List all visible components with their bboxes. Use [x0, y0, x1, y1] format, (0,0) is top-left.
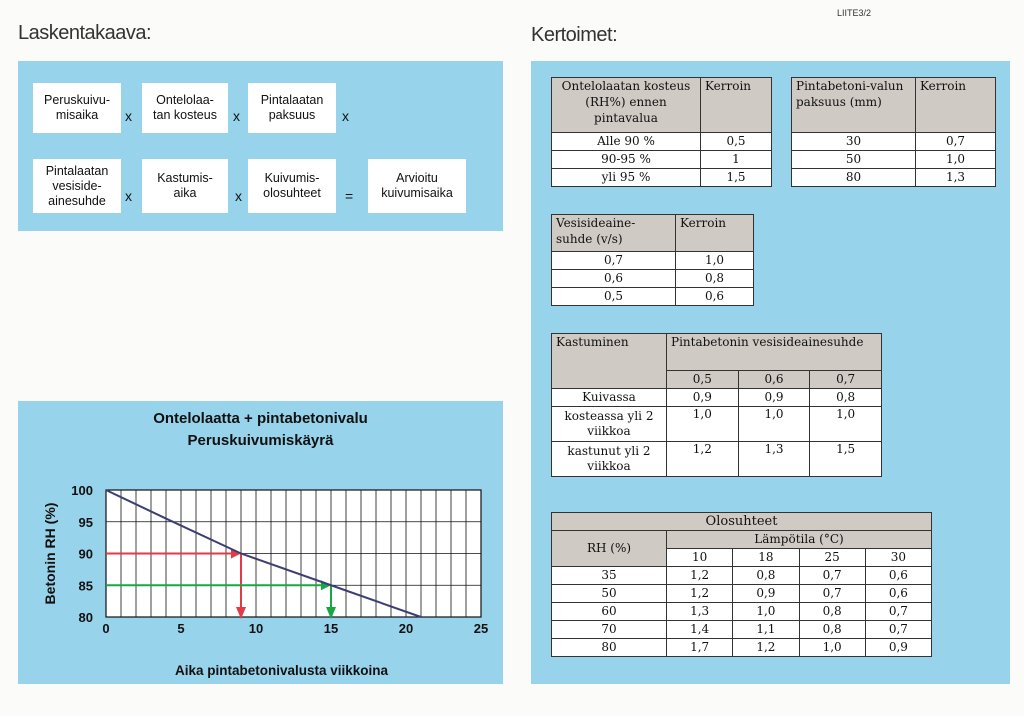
formula-card-text: Kuivumis- olosuhteet: [263, 171, 321, 200]
table-cell: 0,8: [733, 567, 799, 585]
chart-title: Ontelolaatta + pintabetonivalu: [153, 410, 368, 427]
multiply-sign: x: [235, 188, 242, 204]
table-cell: 0,8: [799, 621, 865, 639]
table-cell: 35: [552, 567, 667, 585]
table-row: [552, 270, 754, 288]
table-cell: 1,2: [667, 585, 733, 603]
formula-card-text: Ontelolaa- tan kosteus: [153, 93, 217, 122]
table-subheader: 0,5: [667, 371, 739, 389]
table-cell: 1,2: [667, 567, 733, 585]
table-row: [552, 621, 932, 639]
table-cell: 1,7: [667, 639, 733, 657]
table-cell: 0,7: [865, 603, 931, 621]
table-cell: 0,8: [799, 603, 865, 621]
formula-result-card: [368, 159, 466, 213]
x-tick-label: 20: [398, 621, 414, 636]
table-cell: 1,5: [810, 442, 882, 477]
table-cell: 1,2: [667, 442, 739, 477]
table-subheader: 0,7: [810, 371, 882, 389]
table-cell: 0,8: [676, 270, 754, 288]
x-tick-label: 15: [323, 621, 339, 636]
table-cell: 70: [552, 621, 667, 639]
formula-heading: Laskentakaava:: [18, 22, 152, 44]
table-row: [552, 288, 754, 306]
y-tick-label: 90: [78, 546, 93, 562]
table-cell: 0,6: [552, 270, 676, 288]
formula-card-wc-ratio: [33, 159, 121, 213]
y-tick-label: 100: [71, 483, 93, 498]
table-row: [552, 169, 772, 187]
x-tick-label: 10: [248, 621, 264, 636]
table-cell: kosteassa yli 2 viikkoa: [552, 407, 667, 442]
table-cell: 1,0: [810, 407, 882, 442]
table-row: [552, 133, 772, 151]
table-cell: 0,7: [916, 133, 996, 151]
table-cell: 1,0: [733, 603, 799, 621]
chart-panel: [18, 401, 503, 684]
x-axis-label: Aika pintabetonivalusta viikkoina: [174, 663, 389, 678]
table-cell: 1,3: [667, 603, 733, 621]
table-cell: 0,7: [552, 252, 676, 270]
table-cell: 0,9: [865, 639, 931, 657]
table-cell: 1: [701, 151, 772, 169]
table-header: Pintabetonin vesisideainesuhde: [667, 334, 882, 371]
multiply-sign: x: [233, 108, 240, 124]
table-cell: 80: [792, 169, 916, 187]
table-cell: 0,9: [667, 389, 739, 407]
table-cell: 50: [792, 151, 916, 169]
equals-sign: =: [345, 188, 354, 204]
formula-card-wetting: [142, 159, 228, 213]
table-cell: 1,0: [799, 639, 865, 657]
table-header: RH (%): [552, 531, 667, 567]
table-title: Olosuhteet: [552, 513, 932, 531]
table-cell: 0,6: [676, 288, 754, 306]
formula-card-slab-moisture: [142, 83, 228, 133]
table-row: [552, 151, 772, 169]
table-row: [552, 442, 882, 477]
table-header: Lämpötila (°C): [667, 531, 932, 549]
table-header: Pintabetoni-valun paksuus (mm): [792, 78, 916, 133]
table-subheader: 0,6: [738, 371, 810, 389]
table-row: [792, 133, 996, 151]
table-cell: 1,3: [916, 169, 996, 187]
table-cell: 0,9: [738, 389, 810, 407]
table-header: Kerroin: [701, 78, 772, 133]
table-header: Kerroin: [676, 215, 754, 252]
table-cell: 0,5: [701, 133, 772, 151]
chart-subtitle: Peruskuivumiskäyrä: [187, 432, 334, 449]
table-row: [552, 585, 932, 603]
table-subheader: 10: [667, 549, 733, 567]
multiply-sign: x: [125, 108, 132, 124]
table-cell: 1,5: [701, 169, 772, 187]
table-cell: 0,7: [799, 567, 865, 585]
table-subheader: 18: [733, 549, 799, 567]
conditions-coefficient-table: [551, 512, 932, 657]
y-axis-label: Betonin RH (%): [42, 502, 58, 605]
table-cell: 0,9: [733, 585, 799, 603]
table-cell: 1,2: [733, 639, 799, 657]
table-cell: 1,0: [676, 252, 754, 270]
table-row: [552, 407, 882, 442]
table-cell: yli 95 %: [552, 169, 701, 187]
table-header: Vesisideaine-suhde (v/s): [552, 215, 676, 252]
moisture-coefficient-table: [551, 77, 772, 187]
multiply-sign: x: [125, 188, 132, 204]
table-cell: 60: [552, 603, 667, 621]
table-row: [792, 151, 996, 169]
formula-card-text: Pintalaatan vesiside- ainesuhde: [45, 163, 109, 208]
table-row: [552, 639, 932, 657]
table-row: [552, 603, 932, 621]
table-subheader: 25: [799, 549, 865, 567]
wc-ratio-coefficient-table: [551, 214, 754, 306]
table-header: Kerroin: [916, 78, 996, 133]
table-row: [552, 389, 882, 407]
table-cell: 1,0: [667, 407, 739, 442]
table-cell: 1,1: [733, 621, 799, 639]
table-header: Kastuminen: [552, 334, 667, 389]
formula-card-text: Kastumis- aika: [157, 171, 213, 200]
formula-card-text: Peruskuivu- misaika: [44, 93, 110, 122]
y-tick-label: 85: [78, 578, 93, 594]
coefficients-heading: Kertoimet:: [531, 24, 618, 46]
table-row: [792, 169, 996, 187]
x-tick-label: 5: [177, 621, 185, 636]
table-cell: 1,3: [738, 442, 810, 477]
table-row: [552, 567, 932, 585]
table-cell: Alle 90 %: [552, 133, 701, 151]
table-row: [552, 252, 754, 270]
table-cell: 1,0: [916, 151, 996, 169]
table-cell: 0,5: [552, 288, 676, 306]
formula-result-text: Arvioitu kuivumisaika: [381, 171, 453, 200]
table-cell: 50: [552, 585, 667, 603]
table-header: Ontelolaatan kosteus (RH%) ennen pintavalua: [552, 78, 701, 133]
table-subheader: 30: [865, 549, 931, 567]
table-cell: 0,7: [865, 621, 931, 639]
table-cell: 0,6: [865, 567, 931, 585]
annex-label: LIITE3/2: [837, 8, 872, 18]
wetting-coefficient-table: [551, 333, 882, 477]
multiply-sign: x: [342, 108, 349, 124]
x-tick-label: 25: [473, 621, 489, 636]
y-tick-label: 95: [78, 514, 93, 530]
formula-card-conditions: [248, 159, 336, 213]
formula-card-text: Pintalaatan paksuus: [260, 93, 324, 122]
formula-panel: [18, 61, 503, 231]
table-cell: 30: [792, 133, 916, 151]
table-cell: 1,4: [667, 621, 733, 639]
x-tick-label: 0: [102, 621, 110, 636]
table-cell: kastunut yli 2 viikkoa: [552, 442, 667, 477]
table-cell: Kuivassa: [552, 389, 667, 407]
table-cell: 90-95 %: [552, 151, 701, 169]
formula-card-thickness: [248, 83, 336, 133]
table-cell: 0,6: [865, 585, 931, 603]
table-cell: 0,7: [799, 585, 865, 603]
drying-curve-chart: [18, 401, 503, 684]
formula-card-base-drying: [33, 83, 121, 133]
thickness-coefficient-table: [791, 77, 996, 187]
table-cell: 1,0: [738, 407, 810, 442]
y-tick-label: 80: [78, 610, 93, 625]
table-cell: 80: [552, 639, 667, 657]
table-cell: 0,8: [810, 389, 882, 407]
